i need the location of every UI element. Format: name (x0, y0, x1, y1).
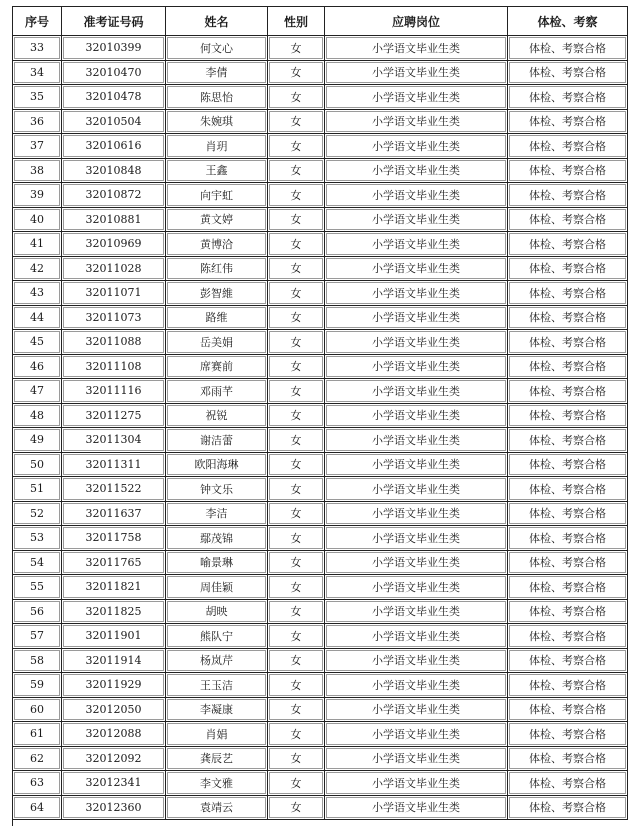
cell-position: 小学语文毕业生类 (325, 110, 508, 135)
cell-position: 小学语文毕业生类 (325, 355, 508, 380)
cell-position: 小学语文毕业生类 (325, 649, 508, 674)
cell-gender: 女 (268, 771, 325, 796)
table-row (13, 257, 628, 282)
cell-gender: 女 (268, 551, 325, 576)
cell-gender: 女 (268, 281, 325, 306)
cell-no: 57 (13, 624, 62, 649)
table-row (13, 796, 628, 821)
cell-gender: 女 (268, 61, 325, 86)
table-row (13, 575, 628, 600)
cell-position: 小学语文毕业生类 (325, 330, 508, 355)
cell-name: 黄博洽 (166, 232, 268, 257)
cell-result: 体检、考察合格 (508, 355, 628, 380)
table-row (13, 428, 628, 453)
cell-exam-id: 32011522 (62, 477, 166, 502)
header-row (13, 7, 628, 36)
header-no: 序号 (13, 7, 62, 36)
header-exam-id: 准考证号码 (62, 7, 166, 36)
cell-position: 小学语文毕业生类 (325, 722, 508, 747)
table-row (13, 698, 628, 723)
cell-gender: 女 (268, 36, 325, 61)
cell-result: 体检、考察合格 (508, 722, 628, 747)
cell-no: 45 (13, 330, 62, 355)
cell-name: 李洁 (166, 502, 268, 527)
cell-no: 56 (13, 600, 62, 625)
cell-result: 体检、考察合格 (508, 134, 628, 159)
cell-result: 体检、考察合格 (508, 36, 628, 61)
cell-exam-id: 32010504 (62, 110, 166, 135)
cell-exam-id: 32011304 (62, 428, 166, 453)
cell-exam-id: 32011108 (62, 355, 166, 380)
cell-name: 李凝康 (166, 698, 268, 723)
cell-gender: 女 (268, 183, 325, 208)
cell-name: 向宇虹 (166, 183, 268, 208)
cell-exam-id: 32010969 (62, 232, 166, 257)
table-row (13, 61, 628, 86)
cell-position: 小学语文毕业生类 (325, 502, 508, 527)
table-row (13, 404, 628, 429)
cell-no: 59 (13, 673, 62, 698)
cell-exam-id: 32011028 (62, 257, 166, 282)
cell-exam-id: 32011825 (62, 600, 166, 625)
cell-position: 小学语文毕业生类 (325, 575, 508, 600)
cell-result: 体检、考察合格 (508, 526, 628, 551)
cell-result: 体检、考察合格 (508, 428, 628, 453)
cell-gender: 女 (268, 649, 325, 674)
table-row (13, 502, 628, 527)
cell-exam-id: 32011116 (62, 379, 166, 404)
header-position: 应聘岗位 (325, 7, 508, 36)
cell-gender: 女 (268, 428, 325, 453)
cell-gender: 女 (268, 453, 325, 478)
cell-position: 小学语文毕业生类 (325, 379, 508, 404)
cell-gender: 女 (268, 232, 325, 257)
cell-gender: 女 (268, 208, 325, 233)
cell-name: 钟文乐 (166, 477, 268, 502)
cell-exam-id: 32012341 (62, 771, 166, 796)
cell-exam-id: 32010872 (62, 183, 166, 208)
cell-name: 陈红伟 (166, 257, 268, 282)
cell-position: 小学语文毕业生类 (325, 526, 508, 551)
cell-result: 体检、考察合格 (508, 183, 628, 208)
cell-result: 体检、考察合格 (508, 306, 628, 331)
cell-position: 小学语文毕业生类 (325, 208, 508, 233)
table-row (13, 281, 628, 306)
cell-name: 祝锐 (166, 404, 268, 429)
results-sheet (12, 6, 628, 826)
table-row (13, 134, 628, 159)
cell-name: 席赛前 (166, 355, 268, 380)
cell-exam-id: 32012088 (62, 722, 166, 747)
table-row (13, 330, 628, 355)
cell-no: 42 (13, 257, 62, 282)
cell-result: 体检、考察合格 (508, 477, 628, 502)
cell-position: 小学语文毕业生类 (325, 673, 508, 698)
cell-gender: 女 (268, 404, 325, 429)
table-row (13, 624, 628, 649)
table-row (13, 85, 628, 110)
cell-no: 33 (13, 36, 62, 61)
cell-name: 欧阳海琳 (166, 453, 268, 478)
cell-name: 熊队宁 (166, 624, 268, 649)
table-row (13, 649, 628, 674)
cell-exam-id: 32011901 (62, 624, 166, 649)
cell-name: 李文雅 (166, 771, 268, 796)
table-row (13, 379, 628, 404)
cell-position: 小学语文毕业生类 (325, 551, 508, 576)
cell-gender: 女 (268, 379, 325, 404)
cell-gender: 女 (268, 796, 325, 821)
cell-result: 体检、考察合格 (508, 61, 628, 86)
cell-no: 35 (13, 85, 62, 110)
cell-result: 体检、考察合格 (508, 208, 628, 233)
table-body (13, 36, 628, 820)
cell-result: 体检、考察合格 (508, 281, 628, 306)
cell-no: 34 (13, 61, 62, 86)
cell-exam-id: 32011073 (62, 306, 166, 331)
cell-no: 44 (13, 306, 62, 331)
cell-name: 肖玥 (166, 134, 268, 159)
cell-name: 陈思怡 (166, 85, 268, 110)
cell-position: 小学语文毕业生类 (325, 698, 508, 723)
cell-gender: 女 (268, 502, 325, 527)
cell-gender: 女 (268, 306, 325, 331)
table-row (13, 747, 628, 772)
cell-position: 小学语文毕业生类 (325, 232, 508, 257)
cell-name: 喻景琳 (166, 551, 268, 576)
cell-position: 小学语文毕业生类 (325, 796, 508, 821)
table-row (13, 551, 628, 576)
cell-no: 40 (13, 208, 62, 233)
header-name: 姓名 (166, 7, 268, 36)
cell-position: 小学语文毕业生类 (325, 404, 508, 429)
table-row (13, 208, 628, 233)
cell-gender: 女 (268, 624, 325, 649)
cell-name: 杨岚芹 (166, 649, 268, 674)
cell-position: 小学语文毕业生类 (325, 453, 508, 478)
cell-position: 小学语文毕业生类 (325, 624, 508, 649)
cell-exam-id: 32010616 (62, 134, 166, 159)
table-row (13, 477, 628, 502)
cell-exam-id: 32011088 (62, 330, 166, 355)
cell-exam-id: 32011275 (62, 404, 166, 429)
cell-name: 朱婉琪 (166, 110, 268, 135)
cell-no: 51 (13, 477, 62, 502)
table-header (13, 7, 628, 36)
cell-result: 体检、考察合格 (508, 771, 628, 796)
table-row (13, 232, 628, 257)
cell-gender: 女 (268, 698, 325, 723)
cell-result: 体检、考察合格 (508, 673, 628, 698)
cell-result: 体检、考察合格 (508, 551, 628, 576)
cell-exam-id: 32011071 (62, 281, 166, 306)
cell-position: 小学语文毕业生类 (325, 85, 508, 110)
cell-name: 鄢茂锦 (166, 526, 268, 551)
cell-no: 37 (13, 134, 62, 159)
cell-no: 47 (13, 379, 62, 404)
cell-position: 小学语文毕业生类 (325, 477, 508, 502)
cell-name: 黄文婷 (166, 208, 268, 233)
cell-exam-id: 32011914 (62, 649, 166, 674)
cell-no: 61 (13, 722, 62, 747)
cell-no: 64 (13, 796, 62, 821)
table-row (13, 600, 628, 625)
cell-name: 胡映 (166, 600, 268, 625)
cell-exam-id: 32012050 (62, 698, 166, 723)
cell-exam-id: 32011929 (62, 673, 166, 698)
cell-name: 邓雨芊 (166, 379, 268, 404)
cell-name: 肖娟 (166, 722, 268, 747)
cell-result: 体检、考察合格 (508, 330, 628, 355)
cell-gender: 女 (268, 330, 325, 355)
table-row (13, 159, 628, 184)
table-row (13, 673, 628, 698)
cell-exam-id: 32012092 (62, 747, 166, 772)
cell-result: 体检、考察合格 (508, 502, 628, 527)
cell-result: 体检、考察合格 (508, 110, 628, 135)
cell-result: 体检、考察合格 (508, 404, 628, 429)
cell-name: 路维 (166, 306, 268, 331)
cell-gender: 女 (268, 85, 325, 110)
cell-exam-id: 32010399 (62, 36, 166, 61)
cell-no: 49 (13, 428, 62, 453)
cell-no: 39 (13, 183, 62, 208)
table-row (13, 355, 628, 380)
cell-no: 60 (13, 698, 62, 723)
cell-name: 彭智維 (166, 281, 268, 306)
cell-result: 体检、考察合格 (508, 747, 628, 772)
cell-exam-id: 32010881 (62, 208, 166, 233)
cell-name: 李倩 (166, 61, 268, 86)
cell-no: 55 (13, 575, 62, 600)
cell-position: 小学语文毕业生类 (325, 61, 508, 86)
cell-result: 体检、考察合格 (508, 649, 628, 674)
cell-position: 小学语文毕业生类 (325, 36, 508, 61)
cell-result: 体检、考察合格 (508, 159, 628, 184)
cell-position: 小学语文毕业生类 (325, 600, 508, 625)
cell-position: 小学语文毕业生类 (325, 183, 508, 208)
cell-no: 41 (13, 232, 62, 257)
cell-result: 体检、考察合格 (508, 453, 628, 478)
cell-name: 龚辰艺 (166, 747, 268, 772)
cell-gender: 女 (268, 257, 325, 282)
cell-no: 48 (13, 404, 62, 429)
table-row (13, 36, 628, 61)
cell-exam-id: 32011637 (62, 502, 166, 527)
table-row (13, 110, 628, 135)
header-gender: 性别 (268, 7, 325, 36)
cell-result: 体检、考察合格 (508, 85, 628, 110)
cell-no: 62 (13, 747, 62, 772)
cell-name: 何文心 (166, 36, 268, 61)
cell-gender: 女 (268, 673, 325, 698)
table-row (13, 306, 628, 331)
cell-name: 谢洁蕾 (166, 428, 268, 453)
cell-result: 体检、考察合格 (508, 257, 628, 282)
cell-no: 50 (13, 453, 62, 478)
cell-position: 小学语文毕业生类 (325, 747, 508, 772)
cell-exam-id: 32011758 (62, 526, 166, 551)
cell-gender: 女 (268, 159, 325, 184)
cell-position: 小学语文毕业生类 (325, 281, 508, 306)
cell-exam-id: 32011765 (62, 551, 166, 576)
cell-result: 体检、考察合格 (508, 698, 628, 723)
cell-result: 体检、考察合格 (508, 379, 628, 404)
cell-no: 58 (13, 649, 62, 674)
cell-gender: 女 (268, 477, 325, 502)
header-result: 体检、考察 (508, 7, 628, 36)
table-row (13, 771, 628, 796)
cell-position: 小学语文毕业生类 (325, 134, 508, 159)
cell-exam-id: 32010478 (62, 85, 166, 110)
cell-gender: 女 (268, 722, 325, 747)
cell-result: 体检、考察合格 (508, 600, 628, 625)
table-row (13, 722, 628, 747)
cell-gender: 女 (268, 575, 325, 600)
results-table (13, 7, 628, 820)
cell-no: 43 (13, 281, 62, 306)
cell-position: 小学语文毕业生类 (325, 771, 508, 796)
cell-position: 小学语文毕业生类 (325, 306, 508, 331)
cell-exam-id: 32012360 (62, 796, 166, 821)
cell-no: 36 (13, 110, 62, 135)
cell-no: 54 (13, 551, 62, 576)
cell-gender: 女 (268, 355, 325, 380)
cell-exam-id: 32011821 (62, 575, 166, 600)
cell-result: 体检、考察合格 (508, 796, 628, 821)
cell-position: 小学语文毕业生类 (325, 257, 508, 282)
cell-no: 53 (13, 526, 62, 551)
cell-gender: 女 (268, 526, 325, 551)
cell-no: 38 (13, 159, 62, 184)
table-row (13, 183, 628, 208)
cell-name: 袁靖云 (166, 796, 268, 821)
table-row (13, 453, 628, 478)
cell-exam-id: 32011311 (62, 453, 166, 478)
cell-gender: 女 (268, 110, 325, 135)
cell-result: 体检、考察合格 (508, 232, 628, 257)
cell-position: 小学语文毕业生类 (325, 159, 508, 184)
cell-result: 体检、考察合格 (508, 624, 628, 649)
cell-exam-id: 32010848 (62, 159, 166, 184)
cell-result: 体检、考察合格 (508, 575, 628, 600)
cell-name: 王鑫 (166, 159, 268, 184)
cell-gender: 女 (268, 747, 325, 772)
cell-gender: 女 (268, 134, 325, 159)
cell-no: 63 (13, 771, 62, 796)
cell-gender: 女 (268, 600, 325, 625)
cell-no: 52 (13, 502, 62, 527)
cell-name: 王玉洁 (166, 673, 268, 698)
cell-exam-id: 32010470 (62, 61, 166, 86)
table-row (13, 526, 628, 551)
cell-position: 小学语文毕业生类 (325, 428, 508, 453)
cell-name: 岳美娟 (166, 330, 268, 355)
cell-name: 周佳颖 (166, 575, 268, 600)
cell-no: 46 (13, 355, 62, 380)
